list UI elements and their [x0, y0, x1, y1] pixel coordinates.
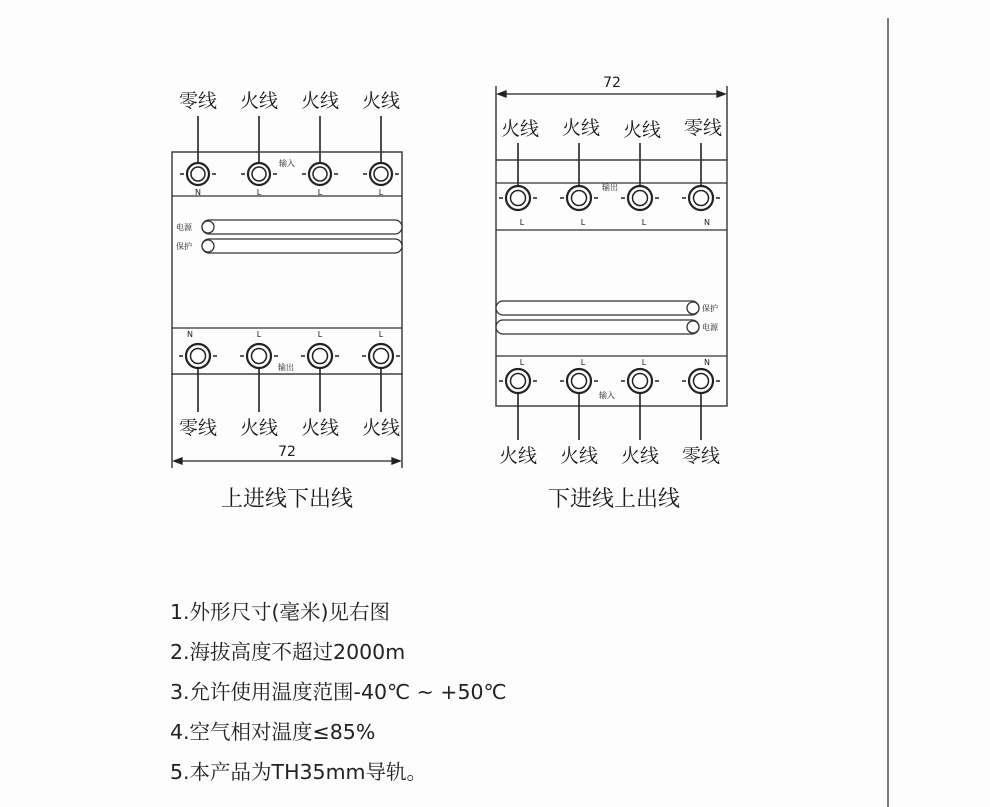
right-top-label-4: 零线 [683, 117, 723, 139]
left-bottom-mark-3: L [317, 330, 323, 339]
right-top-mark-2: L [580, 218, 586, 227]
left-bottom-label-2: 火线 [239, 417, 279, 439]
right-bottom-mark-1: L [519, 358, 525, 367]
left-top-mark-2: L [256, 188, 262, 197]
right-bottom-wires [518, 381, 701, 440]
left-bottom-mark-4: L [378, 330, 384, 339]
right-bar-label-1: 保护 [702, 304, 718, 313]
note-1: 1.外形尺寸(毫米)见右图 [170, 600, 391, 624]
note-2: 2.海拔高度不超过2000m [170, 640, 406, 664]
left-top-mark-1: N [195, 188, 201, 197]
left-bars [202, 220, 402, 253]
left-caption: 上进线下出线 [220, 487, 354, 512]
note-4: 4.空气相对温度≤85% [170, 720, 376, 744]
note-3: 3.允许使用温度范围-40℃ ~ +50℃ [170, 680, 507, 704]
right-width-dim: 72 [603, 75, 621, 91]
left-body-outline [172, 152, 402, 374]
left-width-dim: 72 [278, 444, 296, 460]
right-top-label-2: 火线 [561, 117, 601, 139]
right-top-mark-3: L [641, 218, 647, 227]
left-bar-label-2: 保护 [176, 242, 192, 251]
left-bottom-mark-1: N [187, 330, 193, 339]
right-bar-label-2: 电源 [702, 323, 718, 332]
right-bottom-mark-4: N [704, 358, 710, 367]
right-bars [496, 301, 699, 334]
left-bottom-label-4: 火线 [361, 417, 401, 439]
left-bottom-block-text: 输出 [278, 363, 294, 372]
right-diagram [496, 75, 727, 512]
left-bar-label-1: 电源 [176, 223, 192, 232]
note-5: 5.本产品为TH35mm导轨。 [170, 760, 428, 784]
right-top-label-1: 火线 [500, 118, 540, 140]
left-top-label-1: 零线 [178, 90, 218, 112]
right-bottom-block-text: 输入 [599, 391, 615, 400]
right-bottom-terminals [499, 369, 720, 393]
right-top-mark-4: N [704, 218, 710, 227]
right-bottom-label-1: 火线 [498, 445, 538, 467]
right-bottom-mark-2: L [580, 358, 586, 367]
left-diagram [172, 90, 402, 512]
spec-notes [170, 592, 507, 792]
left-bottom-label-3: 火线 [300, 417, 340, 439]
left-top-label-4: 火线 [361, 90, 401, 112]
left-top-mark-3: L [317, 188, 323, 197]
right-bottom-label-3: 火线 [620, 445, 660, 467]
left-top-mark-4: L [378, 188, 384, 197]
right-top-block-text: 输出 [602, 183, 618, 192]
left-top-block-text: 输入 [279, 159, 295, 168]
right-bottom-label-4: 零线 [681, 445, 721, 467]
right-top-label-3: 火线 [622, 119, 662, 141]
left-bottom-label-1: 零线 [178, 417, 218, 439]
right-caption: 下进线上出线 [547, 487, 681, 512]
right-bottom-mark-3: L [641, 358, 647, 367]
left-top-label-3: 火线 [300, 90, 340, 112]
right-bottom-label-2: 火线 [559, 445, 599, 467]
left-top-label-2: 火线 [239, 90, 279, 112]
right-top-mark-1: L [519, 218, 525, 227]
left-bottom-mark-2: L [256, 330, 262, 339]
